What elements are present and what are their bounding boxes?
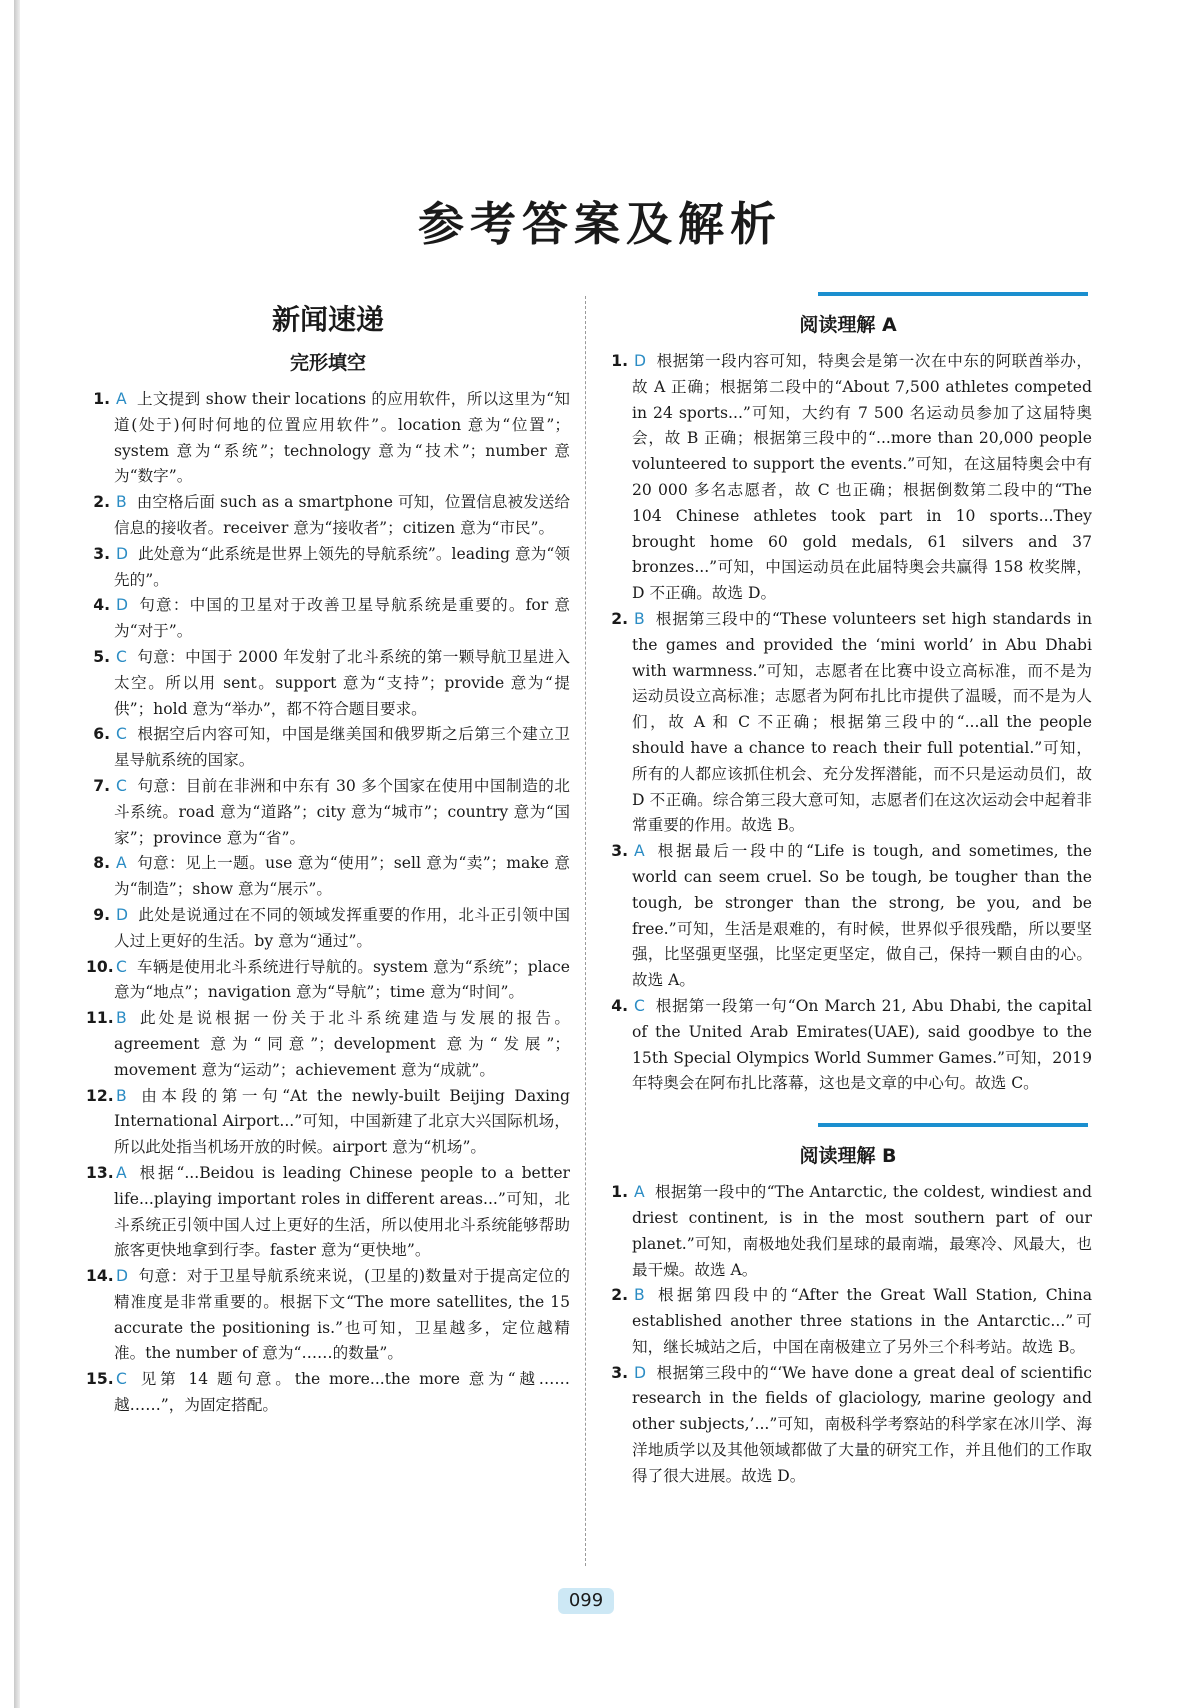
explanation-text: 根据第一段内容可知，特奥会是第一次在中东的阿联酋举办，故 A 正确；根据第二段中的“About 7,500 athletes competed in 24 sports...”可知，大约有 7 500 名运动员参加了这届特奥会，故 B 正确；根据第三段中的“...more than 20,000 people volunteered to support the events.”可知，在这届特奥会中有 20 000 多名志愿者，故 C 也正确；根据倒数第二段中的“The 104 Chinese athletes took part in 10 sports...They brought home 60 gold medals, 61 silvers and 37 bronzes...”可知，中国运动员在此届特奥会共赢得 158 枚奖牌，D 不正确。故选 D。	[632, 352, 1092, 603]
answer-item	[604, 1180, 1092, 1283]
question-number: 6.	[93, 725, 110, 744]
answer-item	[604, 349, 1092, 607]
section-title: 新闻速递	[271, 303, 384, 336]
column-divider	[585, 296, 586, 1566]
question-number: 2.	[93, 493, 110, 512]
question-number: 3.	[611, 1363, 628, 1382]
page-number: 099	[558, 1588, 614, 1614]
question-number: 2.	[611, 1286, 628, 1305]
question-number: 13.	[86, 1163, 114, 1182]
answer-item	[86, 387, 570, 490]
explanation-text: 根据“...Beidou is leading Chinese people to a better life...playing important roles in different areas...”可知，北斗系统正引领中国人过上更好的生活，所以使用北斗系统能够帮助旅客更快地拿到行李。faster 意为“更快地”。	[114, 1163, 570, 1260]
answer-letter: C	[634, 996, 645, 1015]
right-column	[604, 292, 1092, 1490]
explanation-text: 句意：对于卫星导航系统来说，(卫星的)数量对于提高定位的精准度是非常重要的。根据下文“The more satellites, the 15 accurate the positioning is.”也可知，卫星越多，定位越精准。the number of 意为“……的数量”。	[114, 1267, 570, 1363]
answer-item	[86, 490, 570, 542]
question-number: 3.	[611, 842, 628, 861]
page-title: 参考答案及解析	[418, 197, 782, 251]
explanation-text: 上文提到 show their locations 的应用软件，所以这里为“知道(处于)何时何地的位置应用软件”。location 意为“位置”；system 意为“系统”；technology 意为“技术”；number 意为“数字”。	[114, 390, 570, 486]
answer-letter: C	[116, 647, 127, 666]
answer-letter: B	[116, 1086, 127, 1105]
explanation-text: 车辆是使用北斗系统进行导航的。system 意为“系统”；place 意为“地点”；navigation 意为“导航”；time 意为“时间”。	[114, 957, 570, 1002]
answer-item	[604, 1283, 1092, 1360]
answer-letter: D	[634, 1363, 647, 1382]
reading-a-title: 阅读理解 A	[799, 314, 897, 336]
explanation-text: 此处是说通过在不同的领域发挥重要的作用，北斗正引领中国人过上更好的生活。by 意为“通过”。	[114, 905, 570, 950]
answer-letter: C	[116, 1370, 127, 1389]
reading-b-title: 阅读理解 B	[799, 1145, 897, 1168]
answer-item	[604, 607, 1092, 839]
answer-letter: D	[116, 1267, 129, 1286]
question-number: 2.	[611, 609, 628, 628]
answer-letter: C	[116, 957, 127, 976]
question-number: 15.	[86, 1370, 114, 1389]
explanation-text: 根据第一段中的“The Antarctic, the coldest, windiest and driest continent, is in the most southern part of our planet.”可知，南极地处我们星球的最南端，最寒冷、风最大，也最干燥。故选 A。	[632, 1183, 1092, 1279]
answer-letter: D	[634, 352, 647, 370]
answer-letter: C	[116, 725, 127, 744]
answer-item	[86, 1161, 570, 1264]
answer-item	[86, 1264, 570, 1367]
question-number: 1.	[611, 1183, 628, 1202]
answer-letter: B	[634, 609, 645, 628]
answer-item	[604, 1361, 1092, 1490]
question-number: 4.	[93, 596, 110, 615]
answer-item	[86, 1006, 570, 1083]
section-rule	[818, 292, 1088, 296]
spacer	[604, 1097, 1092, 1123]
answer-item	[86, 1367, 570, 1419]
answer-letter: A	[634, 1183, 645, 1202]
section-rule	[818, 1123, 1088, 1127]
question-number: 12.	[86, 1086, 114, 1105]
answer-letter: C	[116, 776, 127, 795]
answer-item	[604, 839, 1092, 994]
explanation-text: 见第 14 题句意。the more...the more 意为“越……越……”，为固定搭配。	[114, 1370, 570, 1415]
answer-item	[86, 903, 570, 955]
question-number: 1.	[611, 352, 628, 370]
question-number: 14.	[86, 1267, 114, 1286]
reading-a-answer-list	[604, 349, 1092, 1097]
explanation-text: 由本段的第一句“At the newly-built Beijing Daxing International Airport...”可知，中国新建了北京大兴国际机场，所以此处指当机场开放的时候。airport 意为“机场”。	[114, 1086, 570, 1157]
cloze-answer-list	[86, 387, 570, 1419]
answer-letter: A	[634, 842, 645, 861]
answer-item	[86, 955, 570, 1007]
question-number: 9.	[93, 905, 110, 924]
question-number: 5.	[93, 647, 110, 666]
question-number: 8.	[93, 854, 110, 873]
answer-letter: D	[116, 596, 129, 615]
answer-letter: A	[116, 1163, 127, 1182]
question-number: 4.	[611, 996, 628, 1015]
explanation-text: 根据最后一段中的“Life is tough, and sometimes, the world can seem cruel. So be tough, be tougher than the tough, be stronger than the strong, be you, and be free.”可知，生活是艰难的，有时候，世界似乎很残酷，所以要坚强，比坚强更坚强，比坚定更坚定，做自己，保持一颗自由的心。故选 A。	[632, 842, 1092, 990]
page-binding-edge	[14, 0, 20, 1708]
question-number: 11.	[86, 1009, 114, 1028]
answer-letter: D	[116, 905, 129, 924]
left-column	[86, 298, 570, 1419]
explanation-text: 句意：目前在非洲和中东有 30 多个国家在使用中国制造的北斗系统。road 意为“道路”；city 意为“城市”；country 意为“国家”；province 意为“省”。	[114, 776, 570, 847]
explanation-text: 由空格后面 such as a smartphone 可知，位置信息被发送给信息的接收者。receiver 意为“接收者”；citizen 意为“市民”。	[114, 493, 570, 537]
explanation-text: 根据空后内容可知，中国是继美国和俄罗斯之后第三个建立卫星导航系统的国家。	[114, 725, 570, 770]
answer-item	[86, 593, 570, 645]
explanation-text: 根据第四段中的“After the Great Wall Station, China established another three stations in the Antarctic...”可知，继长城站之后，中国在南极建立了另外三个科考站。故选 B。	[632, 1286, 1092, 1356]
answer-item	[86, 722, 570, 774]
question-number: 1.	[93, 390, 110, 408]
answer-item	[86, 851, 570, 903]
answer-item	[86, 645, 570, 722]
question-number: 3.	[93, 544, 110, 563]
explanation-text: 根据第一段第一句“On March 21, Abu Dhabi, the capital of the United Arab Emirates(UAE), said goodbye to the 15th Special Olympics World Summer Games.”可知，2019 年特奥会在阿布扎比落幕，这也是文章的中心句。故选 C。	[632, 996, 1092, 1093]
explanation-text: 句意：中国的卫星对于改善卫星导航系统是重要的。for 意为“对于”。	[114, 596, 570, 641]
answer-item	[86, 542, 570, 594]
answer-item	[86, 774, 570, 851]
explanation-text: 此处意为“此系统是世界上领先的导航系统”。leading 意为“领先的”。	[114, 544, 570, 589]
answer-item	[604, 994, 1092, 1097]
answer-letter: B	[634, 1286, 645, 1305]
answer-letter: B	[116, 493, 127, 512]
reading-b-answer-list	[604, 1180, 1092, 1490]
question-number: 7.	[93, 776, 110, 795]
answer-letter: A	[116, 390, 127, 408]
explanation-text: 根据第三段中的“These volunteers set high standards in the games and provided the ‘mini world’ in Abu Dhabi with warmness.”可知，志愿者在比赛中设立高标准，而不是为运动员设立高标准；志愿者为阿布扎比市提供了温暖，而不是为人们，故 A 和 C 不正确；根据第三段中的“...all the people should have a chance to reach their full potential.”可知，所有的人都应该抓住机会、充分发挥潜能，而不只是运动员们，故 D 不正确。综合第三段大意可知，志愿者们在这次运动会中起着非常重要的作用。故选 B。	[632, 609, 1092, 835]
answer-letter: D	[116, 544, 129, 563]
subsection-title: 完形填空	[289, 352, 366, 374]
explanation-text: 此处是说根据一份关于北斗系统建造与发展的报告。agreement 意为“同意”；development 意为“发展”；movement 意为“运动”；achievement 意为“成就”。	[114, 1009, 570, 1079]
answer-letter: A	[116, 854, 127, 873]
question-number: 10.	[86, 957, 114, 976]
explanation-text: 句意：中国于 2000 年发射了北斗系统的第一颗导航卫星进入太空。所以用 sent。support 意为“支持”；provide 意为“提供”；hold 意为“举办”，都不符合题目要求。	[114, 647, 570, 718]
explanation-text: 根据第三段中的“‘We have done a great deal of scientific research in the fields of glaciology, marine geology and other subjects,’...”可知，南极科学考察站的科学家在冰川学、海洋地质学以及其他领域都做了大量的研究工作，并且他们的工作取得了很大进展。故选 D。	[632, 1363, 1092, 1485]
answer-item	[86, 1084, 570, 1161]
answer-letter: B	[116, 1009, 127, 1028]
explanation-text: 句意：见上一题。use 意为“使用”；sell 意为“卖”；make 意为“制造”；show 意为“展示”。	[114, 854, 570, 899]
